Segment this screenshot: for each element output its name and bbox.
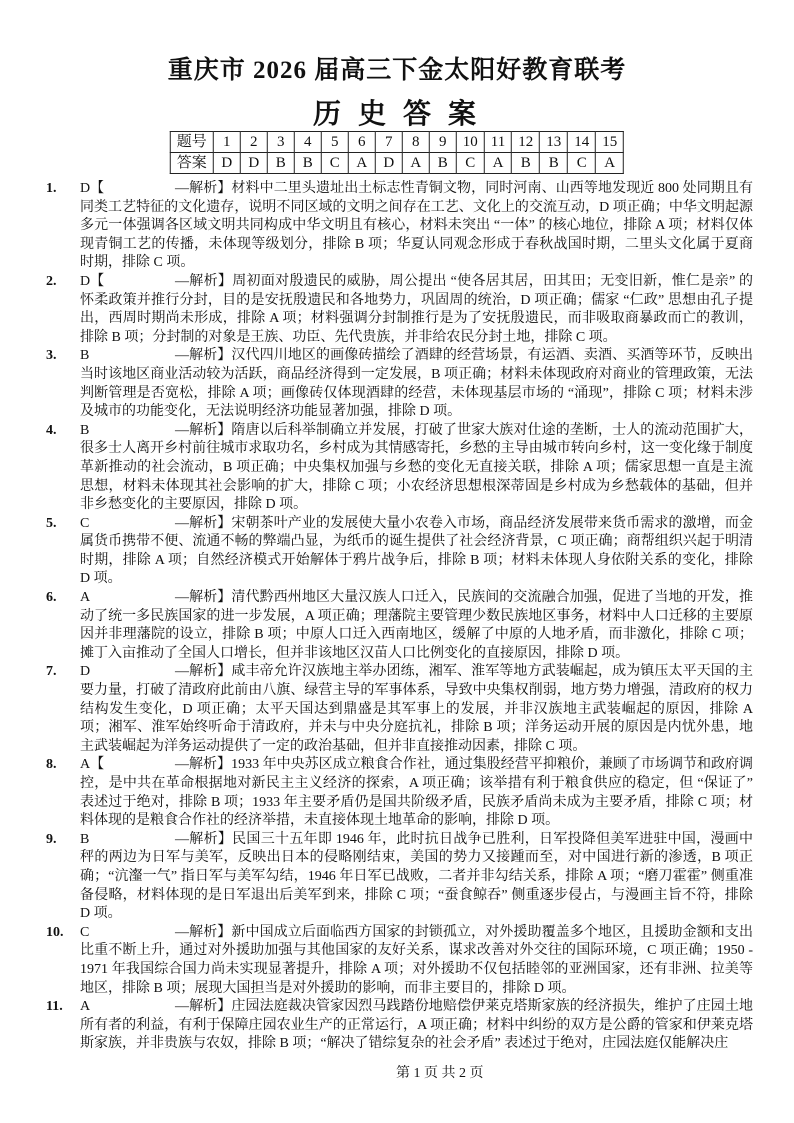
question-number-cell: 12 — [512, 132, 540, 153]
item-analysis: 清代黔西州地区大量汉族人口迁入，民族间的交流融合加强，促进了当地的开发，推动了统一多民族国家的进一步发展，A 项正确；理藩院主要管理少数民族地区事务，材料中人口迁移的主要原因并非理藩院的设立，排除 B 项；中原人口迁入西南地区，缓解了中原的人地矛盾，而非激化，排除 C 项；摊丁入亩推动了全国人口增长，但并非该地区汉苗人口比例变化的直接原因，排除 D 项。 — [80, 590, 753, 661]
item-analysis: 庄园法庭裁决管家因烈马践踏份地赔偿伊莱克塔斯家族的经济损失，维护了庄园土地所有者的利益，有利于保障庄园农业生产的正常运行，A 项正确；材料中纠纷的双方是公爵的管家和伊莱克塔斯家族，并非贵族与农奴，排除 B 项；“解决了错综复杂的社会矛盾” 表述过于绝对，庄园法庭仅能解决庄 — [80, 999, 753, 1052]
answer-letter: C — [80, 515, 90, 531]
answer-item-5 — [46, 515, 753, 589]
question-number-cell: 4 — [294, 132, 321, 153]
item-number: 1. — [46, 181, 57, 196]
item-number: 10. — [46, 924, 64, 940]
answer-cell: C — [568, 153, 596, 174]
answer-item-9 — [46, 831, 753, 924]
analysis-label: —解析】 — [175, 999, 232, 1015]
answer-bracket: 【 — [90, 757, 105, 773]
item-analysis: 隋唐以后科举制确立并发展，打破了世家大族对仕途的垄断，士人的流动范围扩大，很多士人离开乡村前往城市求取功名，乡村成为其情感寄托，乡愁的主导由城市转向乡村，这一变化缘于制度革新推动的社会流动，B 项正确；中央集权加强与乡愁的变化无直接关联，排除 A 项；儒家思想一直是主流思想，材料未体现其社会影响的扩大，排除 C 项；小农经济思想根深蒂固是乡村成为乡愁载体的基础，但并非乡愁变化的主要原因，排除 D 项。 — [80, 422, 753, 513]
item-number: 9. — [46, 831, 57, 847]
item-answer — [80, 924, 175, 943]
answer-item-2 — [46, 273, 753, 347]
answer-item-8 — [46, 756, 753, 830]
item-answer — [80, 998, 175, 1017]
answer-letter: A — [80, 999, 91, 1015]
item-analysis: 民国三十五年即 1946 年，此时抗日战争已胜利，日军投降但美军进驻中国，漫画中秤的两边为日军与美军，反映出日本的侵略刚结束，美国的势力又接踵而至，对中国进行新的渗透，B 项正确；“沆瀣一气” 指日军与美军勾结，1946 年日军已战败，二者并非勾结关系，排除 A 项；“磨刀霍霍” 侧重准备侵略，材料体现的是日军退出后美军到来，排除 C 项；“蚕食鲸吞” 侧重逐步侵占，与漫画主旨不符，排除 D 项。 — [80, 831, 753, 922]
answer-cell: D — [240, 153, 267, 174]
answer-letter: B — [80, 422, 90, 438]
analysis-label: —解析】 — [175, 590, 232, 606]
answer-letter: D — [80, 273, 91, 289]
answer-item-6 — [46, 589, 753, 663]
item-answer — [80, 273, 175, 292]
item-number: 4. — [46, 422, 57, 438]
item-answer — [80, 756, 175, 775]
answer-cell: C — [456, 153, 484, 174]
question-number-cell: 7 — [375, 132, 402, 153]
question-number-row — [170, 132, 623, 153]
question-number-cell: 6 — [348, 132, 375, 153]
answer-item-7 — [46, 663, 753, 756]
answer-table — [170, 131, 624, 174]
question-number-cell: 11 — [484, 132, 511, 153]
item-answer — [80, 422, 175, 441]
answer-cell: B — [540, 153, 568, 174]
answer-cell: D — [213, 153, 240, 174]
answer-bracket: 【 — [90, 273, 105, 289]
subtitle: 历 史 答 案 — [312, 99, 481, 130]
question-number-cell: 9 — [429, 132, 456, 153]
answer-letter: B — [80, 348, 90, 364]
item-number: 11. — [46, 999, 63, 1015]
page-footer: 第 1 页 共 2 页 — [396, 1066, 484, 1081]
answer-letter: D — [80, 181, 91, 196]
item-analysis: 材料中二里头遗址出土标志性青铜文物，同时河南、山西等地发现近 800 处同期且有同类工艺特征的文化遗存，说明不同区域的文明之间存在工艺、文化上的交流互动，D 项正确；中华文明起源多元一体强调各区域文明共同构成中华文明且有核心，材料未突出 “一体” 的核心地位，排除 A 项；材料仅体现青铜工艺的传播，未体现等级划分，排除 B 项；华夏认同观念形成于春秋战国时期，二里头文化属于夏商时期，排除 C 项。 — [80, 181, 753, 271]
analysis-label: —解析】 — [175, 664, 232, 680]
answer-cell: A — [596, 153, 624, 174]
answer-letter: A — [80, 757, 91, 773]
answer-cell: A — [348, 153, 375, 174]
question-number-cell: 2 — [240, 132, 267, 153]
answer-letter: A — [80, 590, 91, 606]
item-answer — [80, 180, 175, 199]
question-number-cell: 1 — [213, 132, 240, 153]
item-answer — [80, 347, 175, 366]
answer-letter: C — [80, 924, 90, 940]
answer-cell: A — [484, 153, 511, 174]
answer-item-3 — [46, 347, 753, 421]
item-analysis: 周初面对殷遗民的威胁，周公提出 “使各居其居，田其田；无变旧新，惟仁是亲” 的怀柔政策并推行分封，目的是安抚殷遗民和各地势力，巩固周的统治，D 项正确；儒家 “仁政” 思想由孔子提出，西周时期尚未形成，排除 A 项；材料强调分封制推行是为了安抚殷遗民，而非吸取商暴政而亡的教训，排除 B 项；分封制的对象是王族、功臣、先代贵族，并非给农民分封土地，排除 C 项。 — [80, 273, 753, 345]
question-number-cell: 13 — [540, 132, 568, 153]
item-number: 7. — [46, 664, 57, 680]
analysis-label: —解析】 — [175, 181, 232, 196]
row-label-daan: 答案 — [170, 153, 213, 174]
question-number-cell: 3 — [267, 132, 294, 153]
answer-letter: D — [80, 664, 91, 680]
answer-cell: D — [375, 153, 402, 174]
item-answer — [80, 663, 175, 682]
answer-item-10 — [46, 924, 753, 998]
row-label-timu: 题号 — [170, 132, 213, 153]
analysis-label: —解析】 — [175, 273, 233, 289]
analysis-label: —解析】 — [175, 515, 232, 531]
answer-item-1 — [46, 180, 753, 273]
analysis-label: —解析】 — [175, 422, 232, 438]
question-number-cell: 10 — [456, 132, 484, 153]
answer-letter: B — [80, 831, 90, 847]
answer-cell: B — [429, 153, 456, 174]
answer-item-11 — [46, 998, 753, 1054]
answer-row — [170, 153, 623, 174]
item-analysis: 宋朝茶叶产业的发展使大量小农卷入市场，商品经济发展带来货币需求的激增，而金属货币携带不便、流通不畅的弊端凸显，为纸币的诞生提供了社会经济背景，C 项正确；商帮组织兴起于明清时期，排除 A 项；自然经济模式开始解体于鸦片战争后，排除 B 项；材料未体现人身依附关系的变化，排除 D 项。 — [80, 515, 753, 587]
answer-item-4 — [46, 422, 753, 515]
answer-cell: B — [512, 153, 540, 174]
answer-cell: A — [402, 153, 429, 174]
item-answer — [80, 515, 175, 534]
item-analysis: 咸丰帝允许汉族地主举办团练，湘军、淮军等地方武装崛起，成为镇压太平天国的主要力量，打破了清政府此前由八旗、绿营主导的军事体系，导致中央集权削弱，地方势力增强，清政府的权力结构发生变化，D 项正确；太平天国达到鼎盛是其军事上的发展，并非汉族地主武装崛起的原因，排除 A 项；湘军、淮军始终听命于清政府，并未与中央分庭抗礼，排除 B 项；洋务运动开展的原因是内忧外患，地主武装崛起为洋务运动提供了一定的政治基础，但并非直接推动因素，排除 C 项。 — [80, 664, 753, 754]
item-answer — [80, 831, 175, 850]
answer-cell: C — [321, 153, 348, 174]
item-answer — [80, 589, 175, 608]
analysis-label: —解析】 — [175, 348, 232, 364]
answers-list — [46, 180, 753, 1062]
item-number: 3. — [46, 348, 57, 364]
question-number-cell: 15 — [596, 132, 624, 153]
analysis-label: —解析】 — [175, 757, 232, 773]
item-analysis: 新中国成立后面临西方国家的封锁孤立，对外援助覆盖多个地区，且援助金额和支出比重不断上升，通过对外援助加强与其他国家的友好关系，谋求改善对外交往的国际环境，C 项正确；1950 - 1971 年我国综合国力尚未实现显著提升，排除 A 项；对外援助不仅包括睦邻的亚洲国家，还有非洲、拉美等地区，排除 B 项；展现大国担当是对外援助的影响，而非主要目的，排除 D 项。 — [80, 924, 753, 996]
item-number: 8. — [46, 757, 57, 773]
question-number-cell: 8 — [402, 132, 429, 153]
main-title: 重庆市 2026 届高三下金太阳好教育联考 — [167, 57, 627, 84]
item-number: 2. — [46, 273, 57, 289]
item-number: 6. — [46, 590, 57, 606]
answer-bracket: 【 — [90, 181, 105, 196]
question-number-cell: 14 — [568, 132, 596, 153]
item-number: 5. — [46, 515, 57, 531]
analysis-label: —解析】 — [175, 924, 232, 940]
analysis-label: —解析】 — [175, 831, 233, 847]
item-analysis: 汉代四川地区的画像砖描绘了酒肆的经营场景，有运酒、卖酒、买酒等环节，反映出当时该地区商业活动较为活跃，商品经济得到一定发展，B 项正确；材料未体现政府对商业的管理政策，无法判断管理是否宽松，排除 A 项；画像砖仅体现酒肆的经营，未体现基层市场的 “涌现”，排除 C 项；材料未涉及城市的功能变化，无法说明经济功能显著加强，排除 D 项。 — [80, 348, 753, 420]
answer-cell: B — [267, 153, 294, 174]
question-number-cell: 5 — [321, 132, 348, 153]
item-analysis: 1933 年中央苏区成立粮食合作社，通过集股经营平抑粮价，兼顾了市场调节和政府调控，是中共在革命根据地对新民主主义经济的探索，A 项正确；该举措有利于粮食供应的稳定，但 “保证了” 表述过于绝对，排除 B 项；1933 年主要矛盾仍是国共阶级矛盾，民族矛盾尚未成为主要矛盾，排除 C 项；材料体现的是粮食合作社的经济举措，未直接体现土地革命的影响，排除 D 项。 — [80, 757, 753, 829]
answer-cell: B — [294, 153, 321, 174]
